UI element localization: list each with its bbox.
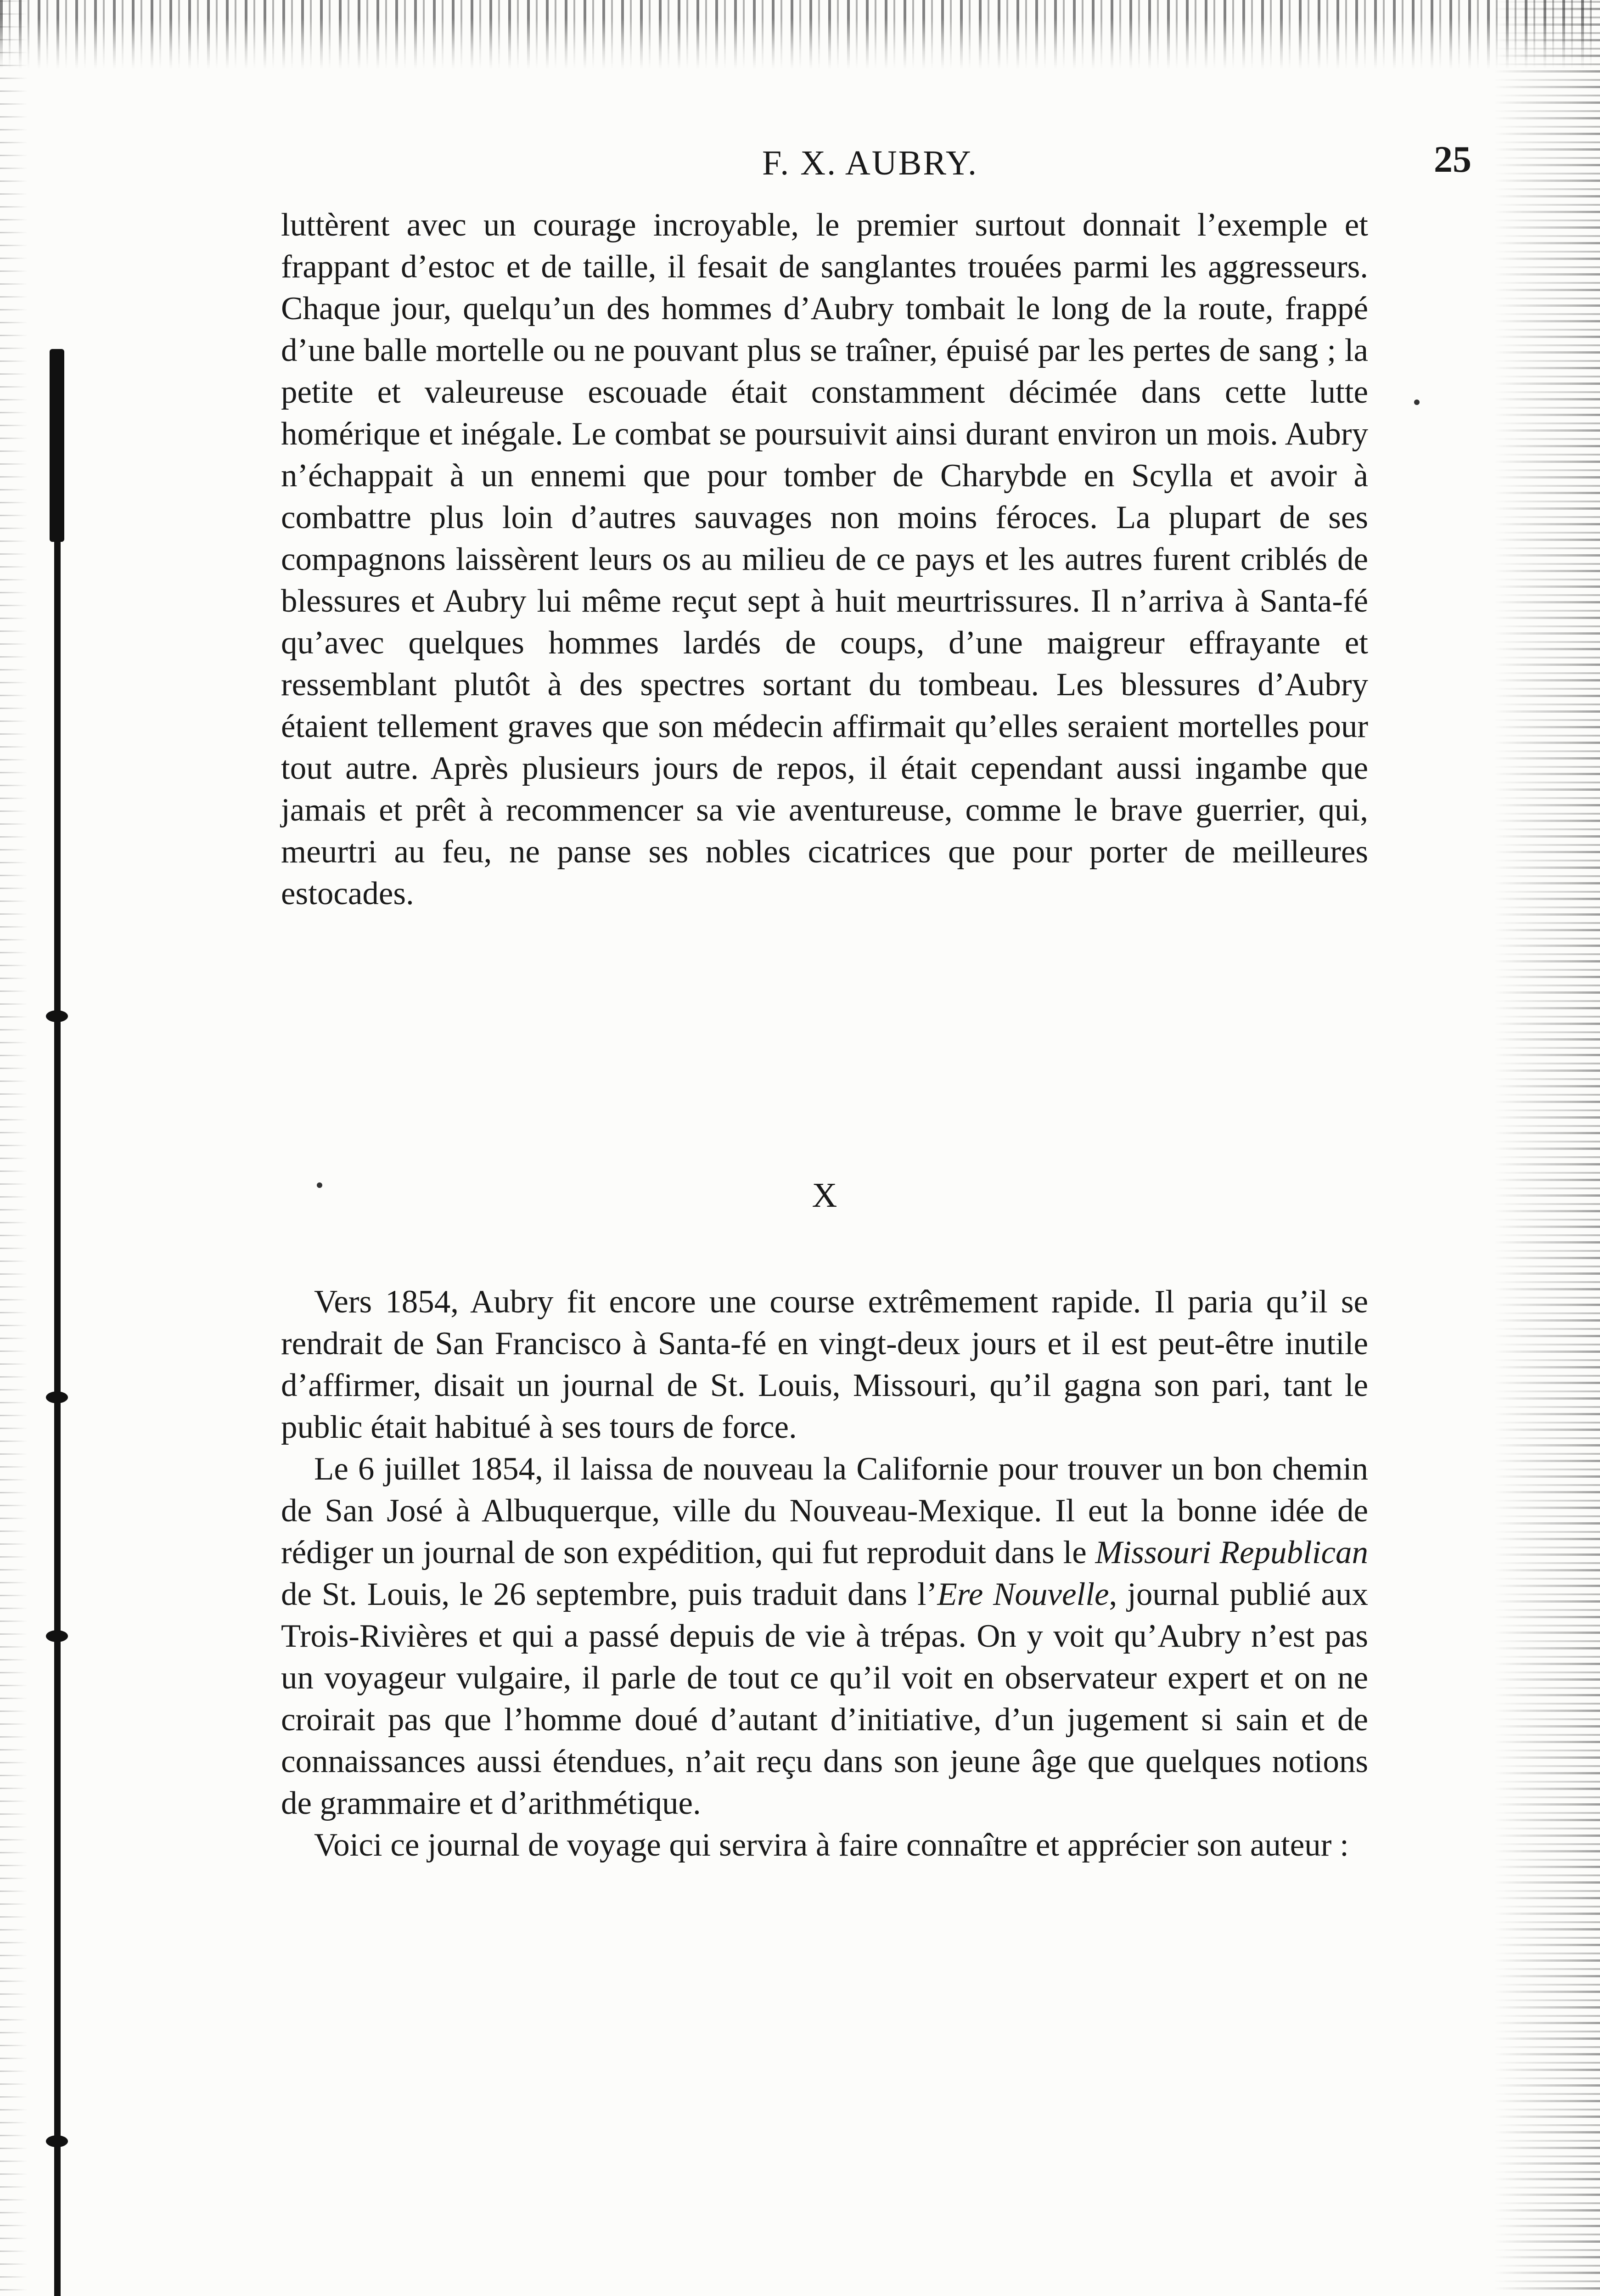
binding-line-thick (50, 349, 64, 542)
binding-notch (46, 2135, 68, 2147)
body-paragraph: Voici ce journal de voyage qui servira à faire connaître et apprécier son auteur : (314, 1827, 1349, 1863)
stray-mark (1414, 400, 1420, 405)
binding-notch (46, 1630, 68, 1642)
page-edge-left (0, 0, 28, 2296)
text-run: de St. Louis, le 26 septembre, puis traduit dans l’ (281, 1576, 938, 1612)
continued-paragraph-block (281, 204, 1368, 915)
binding-notch (46, 1391, 68, 1403)
page-number: 25 (1434, 138, 1471, 180)
page-edge-top (0, 0, 1600, 69)
text-run: , journal publié aux Trois-Rivières et qui a passé depuis de vie à trépas. On y voit qu’Aubry n’est pas un voyageur vulgaire, il parle de tout ce qu’il voit en observateur expert et on ne croirait pas que l’homme doué d’autant d’initiative, d’un jugement si sain et de connaissances aussi étendues, n’ait reçu dans son jeune âge que quelques notions de grammaire et d’arithmétique. (281, 1576, 1368, 1821)
binding-line (54, 349, 61, 2296)
running-head (275, 138, 1561, 193)
running-title: F. X. AUBRY. (762, 144, 978, 182)
binding-notch (46, 1010, 68, 1022)
newspaper-title: Ere Nouvelle (937, 1576, 1109, 1612)
page-edge-right (1494, 0, 1600, 2296)
body-paragraph: Vers 1854, Aubry fit encore une course extrêmement rapide. Il paria qu’il se rendrait de San Francisco à Santa-fé en vingt-deux jours et il est peut-être inutile d’affirmer, disait un journal de St. Louis, Missouri, qu’il gagna son pari, tant le public était habitué à ses tours de force. (281, 1284, 1368, 1445)
body-paragraph: luttèrent avec un courage incroyable, le premier surtout donnait l’exemple et frappant d’estoc et de taille, il fesait de sanglantes trouées parmi les aggresseurs. Chaque jour, quelqu’un des hommes d’Aubry tombait le long de la route, frappé d’une balle mortelle ou ne pouvant plus se traîner, épuisé par les pertes de sang ; la petite et valeureuse escouade était constamment décimée dans cette lutte homérique et inégale. Le combat se poursuivit ainsi durant environ un mois. Aubry n’échappait à un ennemi que pour tomber de Charybde en Scylla et avoir à combattre plus loin d’autres sauvages non moins féroces. La plupart de ses compagnons laissèrent leurs os au milieu de ce pays et les autres furent criblés de blessures et Aubry lui même reçut sept à huit meurtrissures. Il n’arriva à Santa-fé qu’avec quelques hommes lardés de coups, d’une maigreur effrayante et ressemblant plutôt à des spectres sortant du tombeau. Les blessures d’Aubry étaient tellement graves que son médecin affirmait qu’elles seraient mortelles pour tout autre. Après plusieurs jours de repos, il était cependant aussi ingambe que jamais et prêt à recommencer sa vie aventureuse, comme le brave guerrier, qui, meurtri au feu, ne panse ses nobles cicatrices que pour porter de meilleures estocades. (281, 207, 1368, 912)
body-paragraph (281, 1448, 1368, 1824)
section-heading: X (812, 1176, 837, 1215)
newspaper-title: Missouri Republican (1095, 1535, 1368, 1570)
section-body (281, 1281, 1368, 1866)
text-run: Le 6 juillet 1854, il laissa de nouveau la Californie pour trouver un bon chemin de San José à Albuquerque, ville du Nouveau-Mexique. Il eut la bonne idée de rédiger un journal de son expédition, qui fut reproduit dans le (281, 1451, 1368, 1570)
